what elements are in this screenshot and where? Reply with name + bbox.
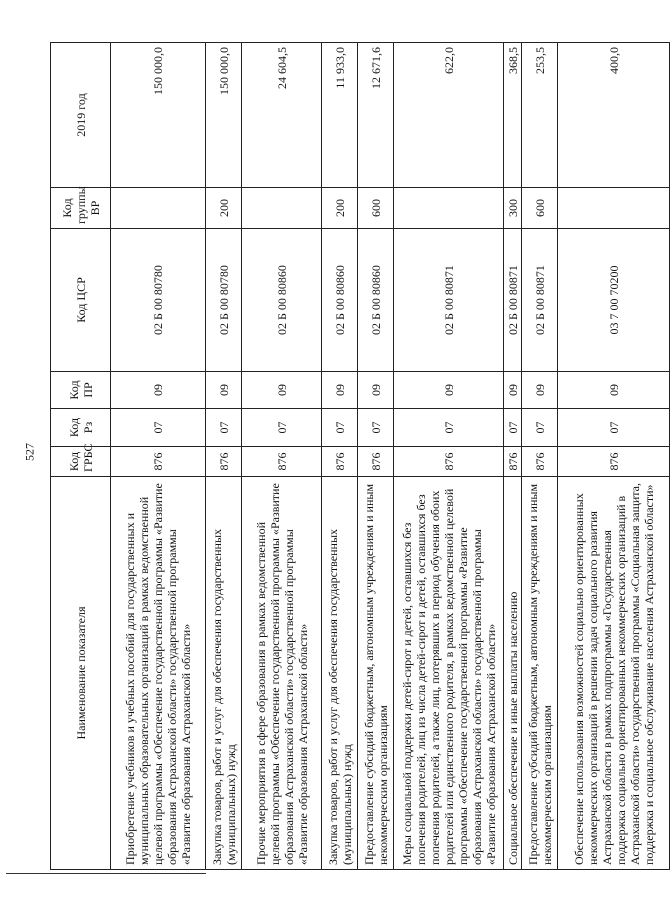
row-rz: 07 (358, 409, 394, 447)
row-value: 150 000,0 (206, 43, 242, 188)
table-row (206, 43, 242, 870)
row-csr: 02 Б 00 80780 (206, 229, 242, 372)
row-pr: 09 (242, 372, 322, 409)
row-csr: 03 7 00 70200 (558, 229, 670, 372)
row-rz: 07 (394, 409, 504, 447)
row-pr: 09 (504, 372, 522, 409)
row-csr: 02 Б 00 80860 (242, 229, 322, 372)
table-row (504, 43, 522, 870)
row-rz: 07 (322, 409, 358, 447)
header-pr: Код ПР (51, 372, 111, 409)
header-vr: Код группы ВР (51, 188, 111, 229)
budget-table (50, 42, 670, 870)
row-name: Обеспечение использования возможностей социально ориентированных некоммерческих организаций в решении задач социального развития Астраханской области в рамках подпрограммы «Государственная поддержка социально ориентированных некоммерческих организаций в Астраханской области» государственной программы «Социальная защита, поддержка и социальное обслуживание населения Астраханской области» (558, 477, 670, 870)
row-value: 24 604,5 (242, 43, 322, 188)
row-vr (242, 188, 322, 229)
row-vr (394, 188, 504, 229)
row-csr: 02 Б 00 80871 (394, 229, 504, 372)
table-row (111, 43, 206, 870)
row-pr: 09 (394, 372, 504, 409)
row-grbs: 876 (206, 447, 242, 477)
table-row (242, 43, 322, 870)
row-grbs: 876 (558, 447, 670, 477)
row-value: 150 000,0 (111, 43, 206, 188)
row-csr: 02 Б 00 80860 (358, 229, 394, 372)
row-vr: 600 (358, 188, 394, 229)
row-csr: 02 Б 00 80871 (522, 229, 558, 372)
page-number: 527 (22, 443, 37, 461)
table-header-row (51, 43, 111, 870)
header-csr: Код ЦСР (51, 229, 111, 372)
row-name: Приобретение учебников и учебных пособий для государственных и муниципальных образовательных организаций в рамках ведомственной целевой программы «Обеспечение государственной программы «Развитие образования Астраханской области» государственной программы «Развитие образования Астраханской области» (111, 477, 206, 870)
row-csr: 02 Б 00 80780 (111, 229, 206, 372)
table-row (522, 43, 558, 870)
table-row (558, 43, 670, 870)
header-name: Наименование показателя (51, 477, 111, 870)
row-vr: 300 (504, 188, 522, 229)
row-value: 12 671,6 (358, 43, 394, 188)
table-row (394, 43, 504, 870)
row-name: Предоставление субсидий бюджетным, автономным учреждениям и иным некоммерческим организациям (358, 477, 394, 870)
row-pr: 09 (111, 372, 206, 409)
row-rz: 07 (206, 409, 242, 447)
row-grbs: 876 (522, 447, 558, 477)
row-value: 368,5 (504, 43, 522, 188)
row-name: Меры социальной поддержки детей-сирот и детей, оставшихся без попечения родителей, лиц из числа детей-сирот и детей, оставшихся без попечения родителей, а также лиц, потерявших в период обучения обоих родителей или единственного родителя, в рамках ведомственной целевой программы «Обеспечение государственной программы «Развитие образования Астраханской области» государственной программы «Развитие образования Астраханской области» (394, 477, 504, 870)
row-rz: 07 (522, 409, 558, 447)
row-name: Прочие мероприятия в сфере образования в рамках ведомственной целевой программы «Обеспечение государственной программы «Развитие образования Астраханской области» государственной программы «Развитие образования Астраханской области» (242, 477, 322, 870)
row-rz: 07 (111, 409, 206, 447)
row-rz: 07 (242, 409, 322, 447)
rotated-table-container (50, 43, 656, 870)
row-vr: 600 (522, 188, 558, 229)
row-value: 622,0 (394, 43, 504, 188)
row-pr: 09 (558, 372, 670, 409)
row-name: Предоставление субсидий бюджетным, автономным учреждениям и иным некоммерческим организациям (522, 477, 558, 870)
row-grbs: 876 (504, 447, 522, 477)
row-value: 253,5 (522, 43, 558, 188)
row-grbs: 876 (111, 447, 206, 477)
row-name: Социальное обеспечение и иные выплаты населению (504, 477, 522, 870)
header-grbs: Код ГРБС (51, 447, 111, 477)
table-row (358, 43, 394, 870)
row-value: 11 933,0 (322, 43, 358, 188)
row-name: Закупка товаров, работ и услуг для обеспечения государственных (муниципальных) нужд (322, 477, 358, 870)
row-vr (111, 188, 206, 229)
row-grbs: 876 (242, 447, 322, 477)
row-csr: 02 Б 00 80871 (504, 229, 522, 372)
row-vr: 200 (206, 188, 242, 229)
row-rz: 07 (558, 409, 670, 447)
row-name: Закупка товаров, работ и услуг для обеспечения государственных (муниципальных) нужд (206, 477, 242, 870)
row-vr (558, 188, 670, 229)
row-pr: 09 (358, 372, 394, 409)
row-pr: 09 (322, 372, 358, 409)
row-grbs: 876 (322, 447, 358, 477)
row-pr: 09 (522, 372, 558, 409)
row-csr: 02 Б 00 80860 (322, 229, 358, 372)
table-row (322, 43, 358, 870)
row-vr: 200 (322, 188, 358, 229)
row-grbs: 876 (394, 447, 504, 477)
row-pr: 09 (206, 372, 242, 409)
header-rz: Код Рз (51, 409, 111, 447)
row-grbs: 876 (358, 447, 394, 477)
row-rz: 07 (504, 409, 522, 447)
footnote-divider (6, 873, 206, 874)
header-year: 2019 год (51, 43, 111, 188)
row-value: 400,0 (558, 43, 670, 188)
